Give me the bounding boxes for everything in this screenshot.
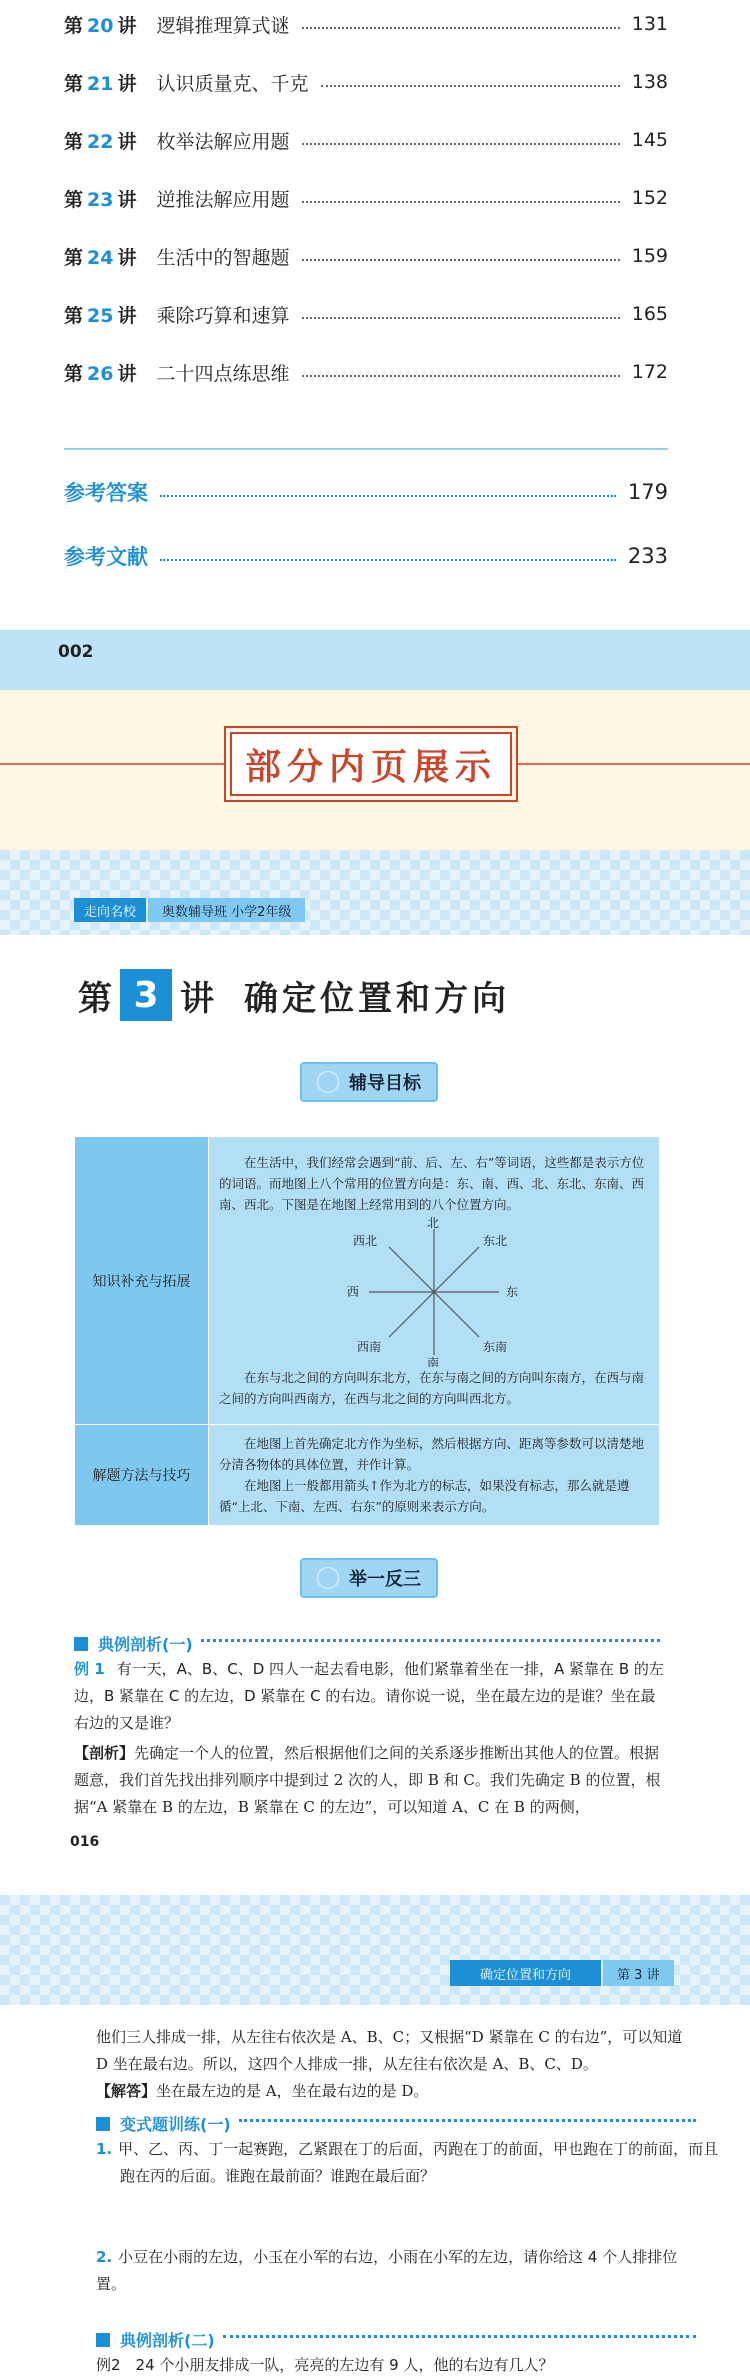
- toc-title: 逆推法解应用题: [156, 188, 290, 211]
- toc-page: 138: [631, 71, 668, 93]
- section-title: 典例剖析(二): [120, 2331, 215, 2350]
- toc-leader-dots: [302, 375, 620, 377]
- compass-ne: 东北: [483, 1234, 508, 1248]
- toc-page: 165: [631, 303, 668, 325]
- toc-leader-dots: [302, 27, 620, 29]
- toc-lecture-label: 第 21 讲: [64, 72, 137, 95]
- toc-extra-item[interactable]: [64, 536, 668, 576]
- section-square-icon: [74, 1637, 88, 1651]
- compass-diagram: [219, 1217, 649, 1367]
- row1-label-cell: [75, 1137, 209, 1425]
- row2-content-cell: [209, 1425, 660, 1526]
- section-example-1: [74, 1632, 660, 1655]
- question-1: [96, 2136, 720, 2190]
- analysis-label: 【剖析】: [74, 1744, 135, 1762]
- toc-leader-dots: [160, 495, 616, 497]
- toc-title: 枚举法解应用题: [156, 130, 290, 153]
- page2-tag: [450, 1960, 674, 1986]
- toc-item[interactable]: [64, 178, 668, 218]
- section-dots: [223, 2335, 696, 2338]
- example-2-cut: 例2 24 个小朋友排成一队，亮亮的左边有 9 人，他的右边有几人？: [96, 2356, 554, 2374]
- question-number: 1.: [96, 2140, 113, 2158]
- lecture-number: 3: [120, 969, 172, 1021]
- example-1: [74, 1656, 664, 1737]
- compass-se: 东南: [483, 1340, 508, 1354]
- toc-leader-dots: [160, 559, 616, 561]
- toc-item[interactable]: [64, 236, 668, 276]
- banner-box: [230, 732, 512, 796]
- row1-text-top: 在生活中，我们经常会遇到“前、后、左、右”等词语，这些都是表示方位的词语。而地图上八个常用的位置方向是：东、南、西、北、东北、东南、西南、西北。下图是在地图上经常用到的八个位置方向。: [219, 1155, 645, 1212]
- compass-w: 西: [347, 1285, 360, 1299]
- toc-lecture-label: 第 26 讲: [64, 362, 137, 385]
- toc-item[interactable]: [64, 294, 668, 334]
- toc-footer-band: [0, 630, 750, 690]
- practice-label: 举一反三: [349, 1569, 421, 1590]
- toc-title: 认识质量克、千克: [156, 72, 309, 95]
- example-label: 例 1: [74, 1660, 105, 1678]
- practice-icon: [317, 1567, 339, 1589]
- toc-title: 生活中的智趣题: [156, 246, 290, 269]
- compass-nw: 西北: [353, 1234, 378, 1248]
- row2-text2: 在地图上一般都用箭头↑作为北方的标志，如果没有标志，那么就是遵循“上北、下南、左西、右东”的原则来表示方向。: [219, 1478, 630, 1514]
- practice-pill: [300, 1558, 438, 1598]
- toc-title: 二十四点练思维: [156, 362, 290, 385]
- row1-text-bottom: 在东与北之间的方向叫东北方，在东与南之间的方向叫东南方，在西与南之间的方向叫西南方，在西与北之间的方向叫西北方。: [219, 1370, 645, 1406]
- toc-title: 参考文献: [64, 545, 148, 569]
- section-dots: [239, 2119, 696, 2122]
- toc-leader-dots: [302, 317, 620, 319]
- toc-page: 172: [631, 361, 668, 383]
- guide-table: [74, 1136, 660, 1526]
- page1-header-band: [0, 850, 750, 935]
- answer-label: 【解答】: [96, 2082, 157, 2100]
- header-title: 确定位置和方向: [450, 1960, 601, 1986]
- example-text: 有一天，A、B、C、D 四人一起去看电影，他们紧靠着坐在一排，A 紧靠在 B 的左边，B 紧靠在 C 的左边，D 紧靠在 C 的右边。请你说一说，坐在最左边的是谁？坐在最右边的又是谁？: [74, 1660, 664, 1732]
- toc-leader-dots: [302, 259, 620, 261]
- row1-label: 知识补充与拓展: [92, 1273, 191, 1290]
- section-dots: [201, 1639, 660, 1642]
- toc-title: 乘除巧算和速算: [156, 304, 290, 327]
- section-example-2: [96, 2328, 696, 2351]
- toc-title: 参考答案: [64, 481, 148, 505]
- goal-pill: [300, 1062, 438, 1102]
- lecture-title: 确定位置和方向: [244, 978, 510, 1019]
- page1-tag: [74, 898, 305, 922]
- section-title: 典例剖析(一): [98, 1635, 193, 1654]
- question-text: 小豆在小雨的左边，小玉在小军的右边，小雨在小军的左边，请你给这 4 个人排排位置。: [96, 2248, 678, 2293]
- toc-leader-dots: [321, 85, 620, 87]
- section-training-1: [96, 2112, 696, 2135]
- goal-label: 辅导目标: [349, 1073, 421, 1094]
- toc-page: 159: [631, 245, 668, 267]
- row2-text1: 在地图上首先确定北方作为坐标，然后根据方向、距离等参数可以清楚地分清各物体的具体位置，并作计算。: [219, 1436, 645, 1472]
- question-text: 甲、乙、丙、丁一起赛跑，乙紧跟在丁的后面，丙跑在丁的前面，甲也跑在丁的前面，而且跑在丙的后面。谁跑在最前面？谁跑在最后面？: [118, 2140, 719, 2185]
- toc-item[interactable]: [64, 352, 668, 392]
- tag-left: 走向名校: [74, 898, 146, 922]
- toc-lecture-label: 第 25 讲: [64, 304, 137, 327]
- lecture-heading: [78, 965, 510, 1025]
- toc-lecture-label: 第 24 讲: [64, 246, 137, 269]
- row2-label-cell: [75, 1425, 209, 1526]
- toc-lecture-label: 第 23 讲: [64, 188, 137, 211]
- tag-right: 奥数辅导班 小学2年级: [148, 898, 305, 922]
- analysis-1: [74, 1740, 664, 1821]
- toc-title: 逻辑推理算式谜: [156, 14, 290, 37]
- section-square-icon: [96, 2117, 110, 2131]
- lecture-prefix: 第: [78, 978, 112, 1019]
- compass-n: 北: [427, 1217, 440, 1230]
- analysis-text: 先确定一个人的位置，然后根据他们之间的关系逐步推断出其他人的位置。根据题意，我们首先找出排列顺序中提到过 2 次的人，即 B 和 C。我们先确定 B 的位置，根据“A 紧靠在 B 的左边，B 紧靠在 C 的左边”，可以知道 A、C 在 B 的两侧，: [74, 1744, 661, 1816]
- compass-e: 东: [506, 1285, 519, 1299]
- toc-page: 179: [627, 480, 668, 504]
- toc-page: 233: [627, 544, 668, 568]
- toc-leader-dots: [302, 143, 620, 145]
- row1-content-cell: [209, 1137, 660, 1425]
- row2-label: 解题方法与技巧: [92, 1468, 191, 1484]
- toc-item[interactable]: [64, 62, 668, 102]
- toc-leader-dots: [302, 201, 620, 203]
- compass-s: 南: [427, 1356, 440, 1367]
- toc-page: 152: [631, 187, 668, 209]
- question-2: [96, 2244, 696, 2298]
- page-number: 002: [58, 642, 94, 662]
- banner-title: 部分内页展示: [244, 746, 497, 788]
- toc-item[interactable]: [64, 120, 668, 160]
- toc-divider: [64, 448, 668, 450]
- compass-sw: 西南: [357, 1340, 382, 1354]
- answer-1: [96, 2078, 696, 2105]
- header-tag: 第 3 讲: [603, 1960, 674, 1986]
- page1-number: 016: [70, 1834, 100, 1850]
- toc-page: 131: [631, 13, 668, 35]
- question-number: 2.: [96, 2248, 113, 2266]
- toc-lecture-label: 第 22 讲: [64, 130, 137, 153]
- toc-item[interactable]: [64, 4, 668, 44]
- continued-text: 他们三人排成一排，从左往右依次是 A、B、C；又根据“D 紧靠在 C 的右边”，可以知道 D 坐在最右边。所以，这四个人排成一排，从左往右依次是 A、B、C、D。: [96, 2028, 683, 2073]
- answer-text: 坐在最左边的是 A，坐在最右边的是 D。: [156, 2082, 429, 2100]
- toc-lecture-label: 第 20 讲: [64, 14, 137, 37]
- showcase-banner: [0, 690, 750, 850]
- page2-header-band: [0, 1895, 750, 2005]
- target-icon: [317, 1071, 339, 1093]
- section-title: 变式题训练(一): [120, 2115, 231, 2134]
- section-square-icon: [96, 2333, 110, 2347]
- toc-extra-item[interactable]: [64, 472, 668, 512]
- lecture-suffix: 讲: [180, 978, 214, 1019]
- toc-page: 145: [631, 129, 668, 151]
